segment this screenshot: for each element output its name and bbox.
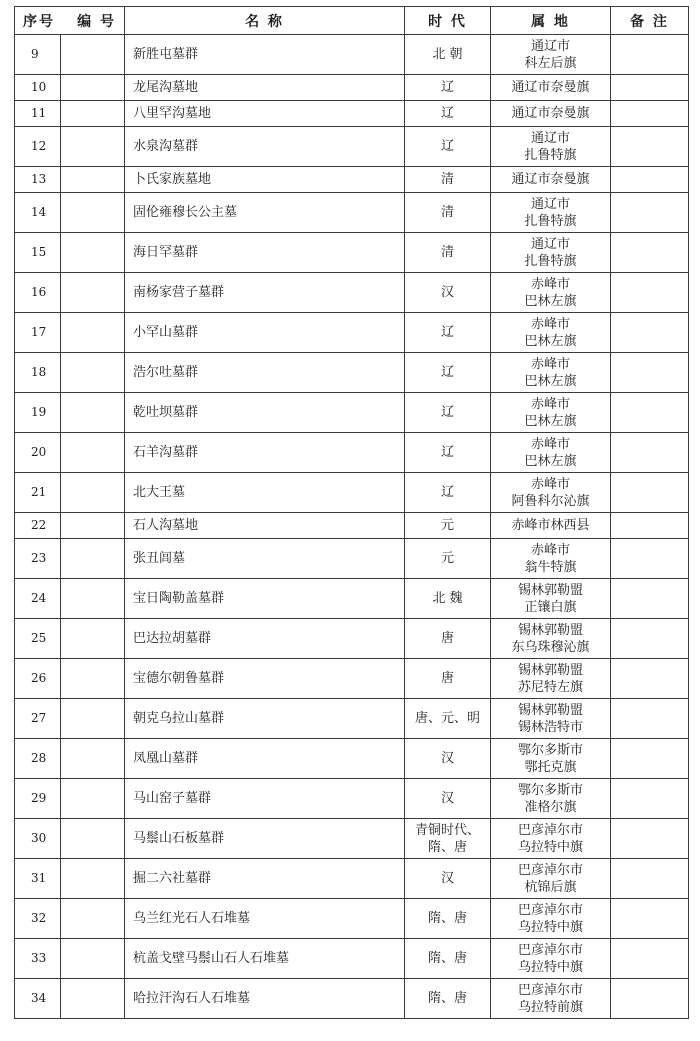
row-code [61,167,125,193]
table-row [15,979,689,1019]
row-seq-number: 15 [15,233,61,273]
row-location-line: 乌拉特中旗 [517,919,583,935]
row-note [611,273,689,313]
row-seq-number: 31 [15,859,61,899]
row-location-line: 通辽市 [530,236,570,252]
row-location-line: 锡林郭勒盟 [517,662,583,678]
header-seq: 序号 [23,13,55,30]
row-site-name: 八里罕沟墓地 [125,101,405,127]
table-row [15,539,689,579]
row-code [61,619,125,659]
row-location [491,779,611,819]
row-note [611,513,689,539]
row-note [611,659,689,699]
row-location [491,313,611,353]
row-code [61,539,125,579]
row-code [61,193,125,233]
row-site-name: 宝日陶勒盖墓群 [125,579,405,619]
row-seq-number: 22 [15,513,61,539]
row-seq-number: 29 [15,779,61,819]
row-seq-number: 28 [15,739,61,779]
header-name: 名 称 [125,7,405,35]
row-location-line: 巴林左旗 [524,413,577,429]
row-site-name: 乌兰红光石人石堆墓 [125,899,405,939]
row-note [611,619,689,659]
row-site-name: 石羊沟墓群 [125,433,405,473]
table-row [15,819,689,859]
row-site-name: 杭盖戈壁马鬃山石人石堆墓 [125,939,405,979]
row-note [611,539,689,579]
table-row [15,739,689,779]
row-location-line: 鄂尔多斯市 [517,782,583,798]
row-location-line: 鄂托克旗 [524,759,577,775]
row-location-line: 锡林浩特市 [517,719,583,735]
row-site-name: 固伦雍穆长公主墓 [125,193,405,233]
row-note [611,101,689,127]
row-era: 北 魏 [405,579,491,619]
header-seq-code [15,7,125,35]
table-row [15,101,689,127]
row-site-name: 北大王墓 [125,473,405,513]
row-era: 汉 [405,859,491,899]
row-era: 辽 [405,127,491,167]
row-seq-number: 33 [15,939,61,979]
row-location [491,579,611,619]
row-note [611,699,689,739]
row-era: 汉 [405,779,491,819]
row-location [491,233,611,273]
row-location-line: 扎鲁特旗 [524,147,577,163]
row-note [611,779,689,819]
header-code: 编 号 [77,13,116,30]
row-location-line: 乌拉特前旗 [517,999,583,1015]
table-row [15,273,689,313]
table-row [15,433,689,473]
row-location-line: 阿鲁科尔沁旗 [511,493,590,509]
row-code [61,939,125,979]
row-location-line: 通辽市 [530,130,570,146]
row-site-name: 张丑闾墓 [125,539,405,579]
row-note [611,353,689,393]
row-location-line: 巴彦淖尔市 [517,862,583,878]
row-location [491,35,611,75]
row-location [491,619,611,659]
row-location-line: 巴彦淖尔市 [517,822,583,838]
table-row [15,393,689,433]
row-era: 汉 [405,739,491,779]
row-code [61,393,125,433]
row-location-line: 杭锦后旗 [524,879,577,895]
row-code [61,579,125,619]
row-code [61,513,125,539]
row-location [491,739,611,779]
row-location [491,433,611,473]
row-site-name: 石人沟墓地 [125,513,405,539]
heritage-site-table [14,6,689,1019]
row-location [491,539,611,579]
row-site-name: 新胜屯墓群 [125,35,405,75]
row-location [491,699,611,739]
row-location-line: 赤峰市林西县 [511,518,590,533]
row-era: 唐 [405,619,491,659]
row-era: 清 [405,193,491,233]
row-seq-number: 19 [15,393,61,433]
row-era: 辽 [405,313,491,353]
row-era: 唐 [405,659,491,699]
row-site-name: 宝德尔朝鲁墓群 [125,659,405,699]
row-era: 元 [405,513,491,539]
heritage-site-table-page [14,6,688,1019]
table-row [15,939,689,979]
row-note [611,899,689,939]
row-code [61,273,125,313]
row-note [611,939,689,979]
row-code [61,233,125,273]
row-era: 北 朝 [405,35,491,75]
row-era: 辽 [405,75,491,101]
row-site-name: 乾吐坝墓群 [125,393,405,433]
row-seq-number: 27 [15,699,61,739]
row-site-name: 马鬃山石板墓群 [125,819,405,859]
row-era: 辽 [405,473,491,513]
row-seq-number: 17 [15,313,61,353]
row-location-line: 通辽市奈曼旗 [511,106,590,121]
row-era: 辽 [405,393,491,433]
row-site-name: 水泉沟墓群 [125,127,405,167]
row-note [611,75,689,101]
row-location-line: 通辽市奈曼旗 [511,80,590,95]
row-note [611,193,689,233]
row-location-line: 锡林郭勒盟 [517,622,583,638]
row-seq-number: 18 [15,353,61,393]
row-location-line: 赤峰市 [530,316,570,332]
row-location-line: 通辽市奈曼旗 [511,172,590,187]
row-code [61,779,125,819]
table-row [15,659,689,699]
row-code [61,353,125,393]
row-location-line: 苏尼特左旗 [517,679,583,695]
row-seq-number: 9 [15,35,61,75]
table-row [15,75,689,101]
row-note [611,393,689,433]
row-site-name: 巴达拉胡墓群 [125,619,405,659]
row-era: 辽 [405,101,491,127]
row-note [611,579,689,619]
table-row [15,579,689,619]
row-note [611,979,689,1019]
row-location [491,393,611,433]
row-location [491,473,611,513]
row-seq-number: 10 [15,75,61,101]
row-location [491,513,611,539]
row-note [611,473,689,513]
row-seq-number: 21 [15,473,61,513]
row-location [491,193,611,233]
row-location-line: 扎鲁特旗 [524,253,577,269]
row-seq-number: 20 [15,433,61,473]
table-row [15,233,689,273]
row-code [61,35,125,75]
row-location [491,819,611,859]
row-location [491,273,611,313]
row-site-name: 小罕山墓群 [125,313,405,353]
table-body [15,35,689,1019]
row-location-line: 赤峰市 [530,356,570,372]
row-location-line: 赤峰市 [530,396,570,412]
row-note [611,127,689,167]
row-era: 清 [405,233,491,273]
row-location-line: 准格尔旗 [524,799,577,815]
row-site-name: 卜氏家族墓地 [125,167,405,193]
row-location-line: 乌拉特中旗 [517,839,583,855]
row-location-line: 翁牛特旗 [524,559,577,575]
row-note [611,859,689,899]
row-seq-number: 26 [15,659,61,699]
row-era: 隋、唐 [405,979,491,1019]
row-code [61,819,125,859]
row-note [611,739,689,779]
table-row [15,779,689,819]
row-location-line: 巴彦淖尔市 [517,902,583,918]
row-code [61,899,125,939]
row-site-name: 凤凰山墓群 [125,739,405,779]
table-row [15,127,689,167]
row-location-line: 锡林郭勒盟 [517,702,583,718]
row-location-line: 东乌珠穆沁旗 [511,639,590,655]
table-row [15,699,689,739]
row-location-line: 巴林左旗 [524,453,577,469]
row-site-name: 朝克乌拉山墓群 [125,699,405,739]
row-era: 隋、唐 [405,939,491,979]
header-location: 属 地 [491,7,611,35]
row-code [61,859,125,899]
row-note [611,313,689,353]
row-code [61,101,125,127]
row-era: 辽 [405,353,491,393]
row-seq-number: 12 [15,127,61,167]
row-location [491,659,611,699]
row-location-line: 锡林郭勒盟 [517,582,583,598]
row-seq-number: 25 [15,619,61,659]
row-site-name: 南杨家营子墓群 [125,273,405,313]
table-row [15,899,689,939]
row-site-name: 马山窑子墓群 [125,779,405,819]
table-row [15,473,689,513]
table-row [15,859,689,899]
row-code [61,473,125,513]
row-seq-number: 23 [15,539,61,579]
row-location [491,75,611,101]
row-era: 汉 [405,273,491,313]
row-seq-number: 13 [15,167,61,193]
row-location-line: 赤峰市 [530,436,570,452]
table-row [15,513,689,539]
row-location-line: 巴彦淖尔市 [517,982,583,998]
row-seq-number: 34 [15,979,61,1019]
row-note [611,433,689,473]
row-location [491,101,611,127]
row-site-name: 海日罕墓群 [125,233,405,273]
row-seq-number: 32 [15,899,61,939]
row-code [61,313,125,353]
row-era [405,819,491,859]
row-location-line: 赤峰市 [530,276,570,292]
row-code [61,979,125,1019]
row-location-line: 巴林左旗 [524,373,577,389]
row-code [61,127,125,167]
row-era: 辽 [405,433,491,473]
row-note [611,819,689,859]
row-location-line: 巴彦淖尔市 [517,942,583,958]
row-location [491,859,611,899]
table-row [15,193,689,233]
row-location-line: 赤峰市 [530,476,570,492]
row-location [491,899,611,939]
row-code [61,699,125,739]
row-note [611,35,689,75]
row-site-name: 浩尔吐墓群 [125,353,405,393]
row-location-line: 乌拉特中旗 [517,959,583,975]
row-location [491,353,611,393]
row-location-line: 巴林左旗 [524,293,577,309]
row-location-line: 科左后旗 [524,55,577,71]
row-seq-number: 30 [15,819,61,859]
row-seq-number: 11 [15,101,61,127]
row-code [61,433,125,473]
table-row [15,313,689,353]
table-row [15,353,689,393]
table-header [15,7,689,35]
row-note [611,233,689,273]
row-site-name: 掘二六社墓群 [125,859,405,899]
row-era: 清 [405,167,491,193]
table-row [15,35,689,75]
row-seq-number: 14 [15,193,61,233]
row-location-line: 赤峰市 [530,542,570,558]
row-location [491,167,611,193]
row-location [491,979,611,1019]
row-note [611,167,689,193]
table-row [15,619,689,659]
row-site-name: 龙尾沟墓地 [125,75,405,101]
row-site-name: 哈拉汗沟石人石堆墓 [125,979,405,1019]
row-location [491,939,611,979]
header-era: 时 代 [405,7,491,35]
table-row [15,167,689,193]
row-seq-number: 16 [15,273,61,313]
row-code [61,75,125,101]
row-era: 唐、元、明 [405,699,491,739]
row-location-line: 通辽市 [530,196,570,212]
row-location [491,127,611,167]
row-era: 隋、唐 [405,899,491,939]
row-era: 元 [405,539,491,579]
row-era-line: 青铜时代、 隋、唐 [414,822,480,855]
row-location-line: 正镶白旗 [524,599,577,615]
row-location-line: 通辽市 [530,38,570,54]
row-location-line: 扎鲁特旗 [524,213,577,229]
row-seq-number: 24 [15,579,61,619]
row-code [61,739,125,779]
row-location-line: 鄂尔多斯市 [517,742,583,758]
row-location-line: 巴林左旗 [524,333,577,349]
header-note: 备 注 [611,7,689,35]
row-code [61,659,125,699]
